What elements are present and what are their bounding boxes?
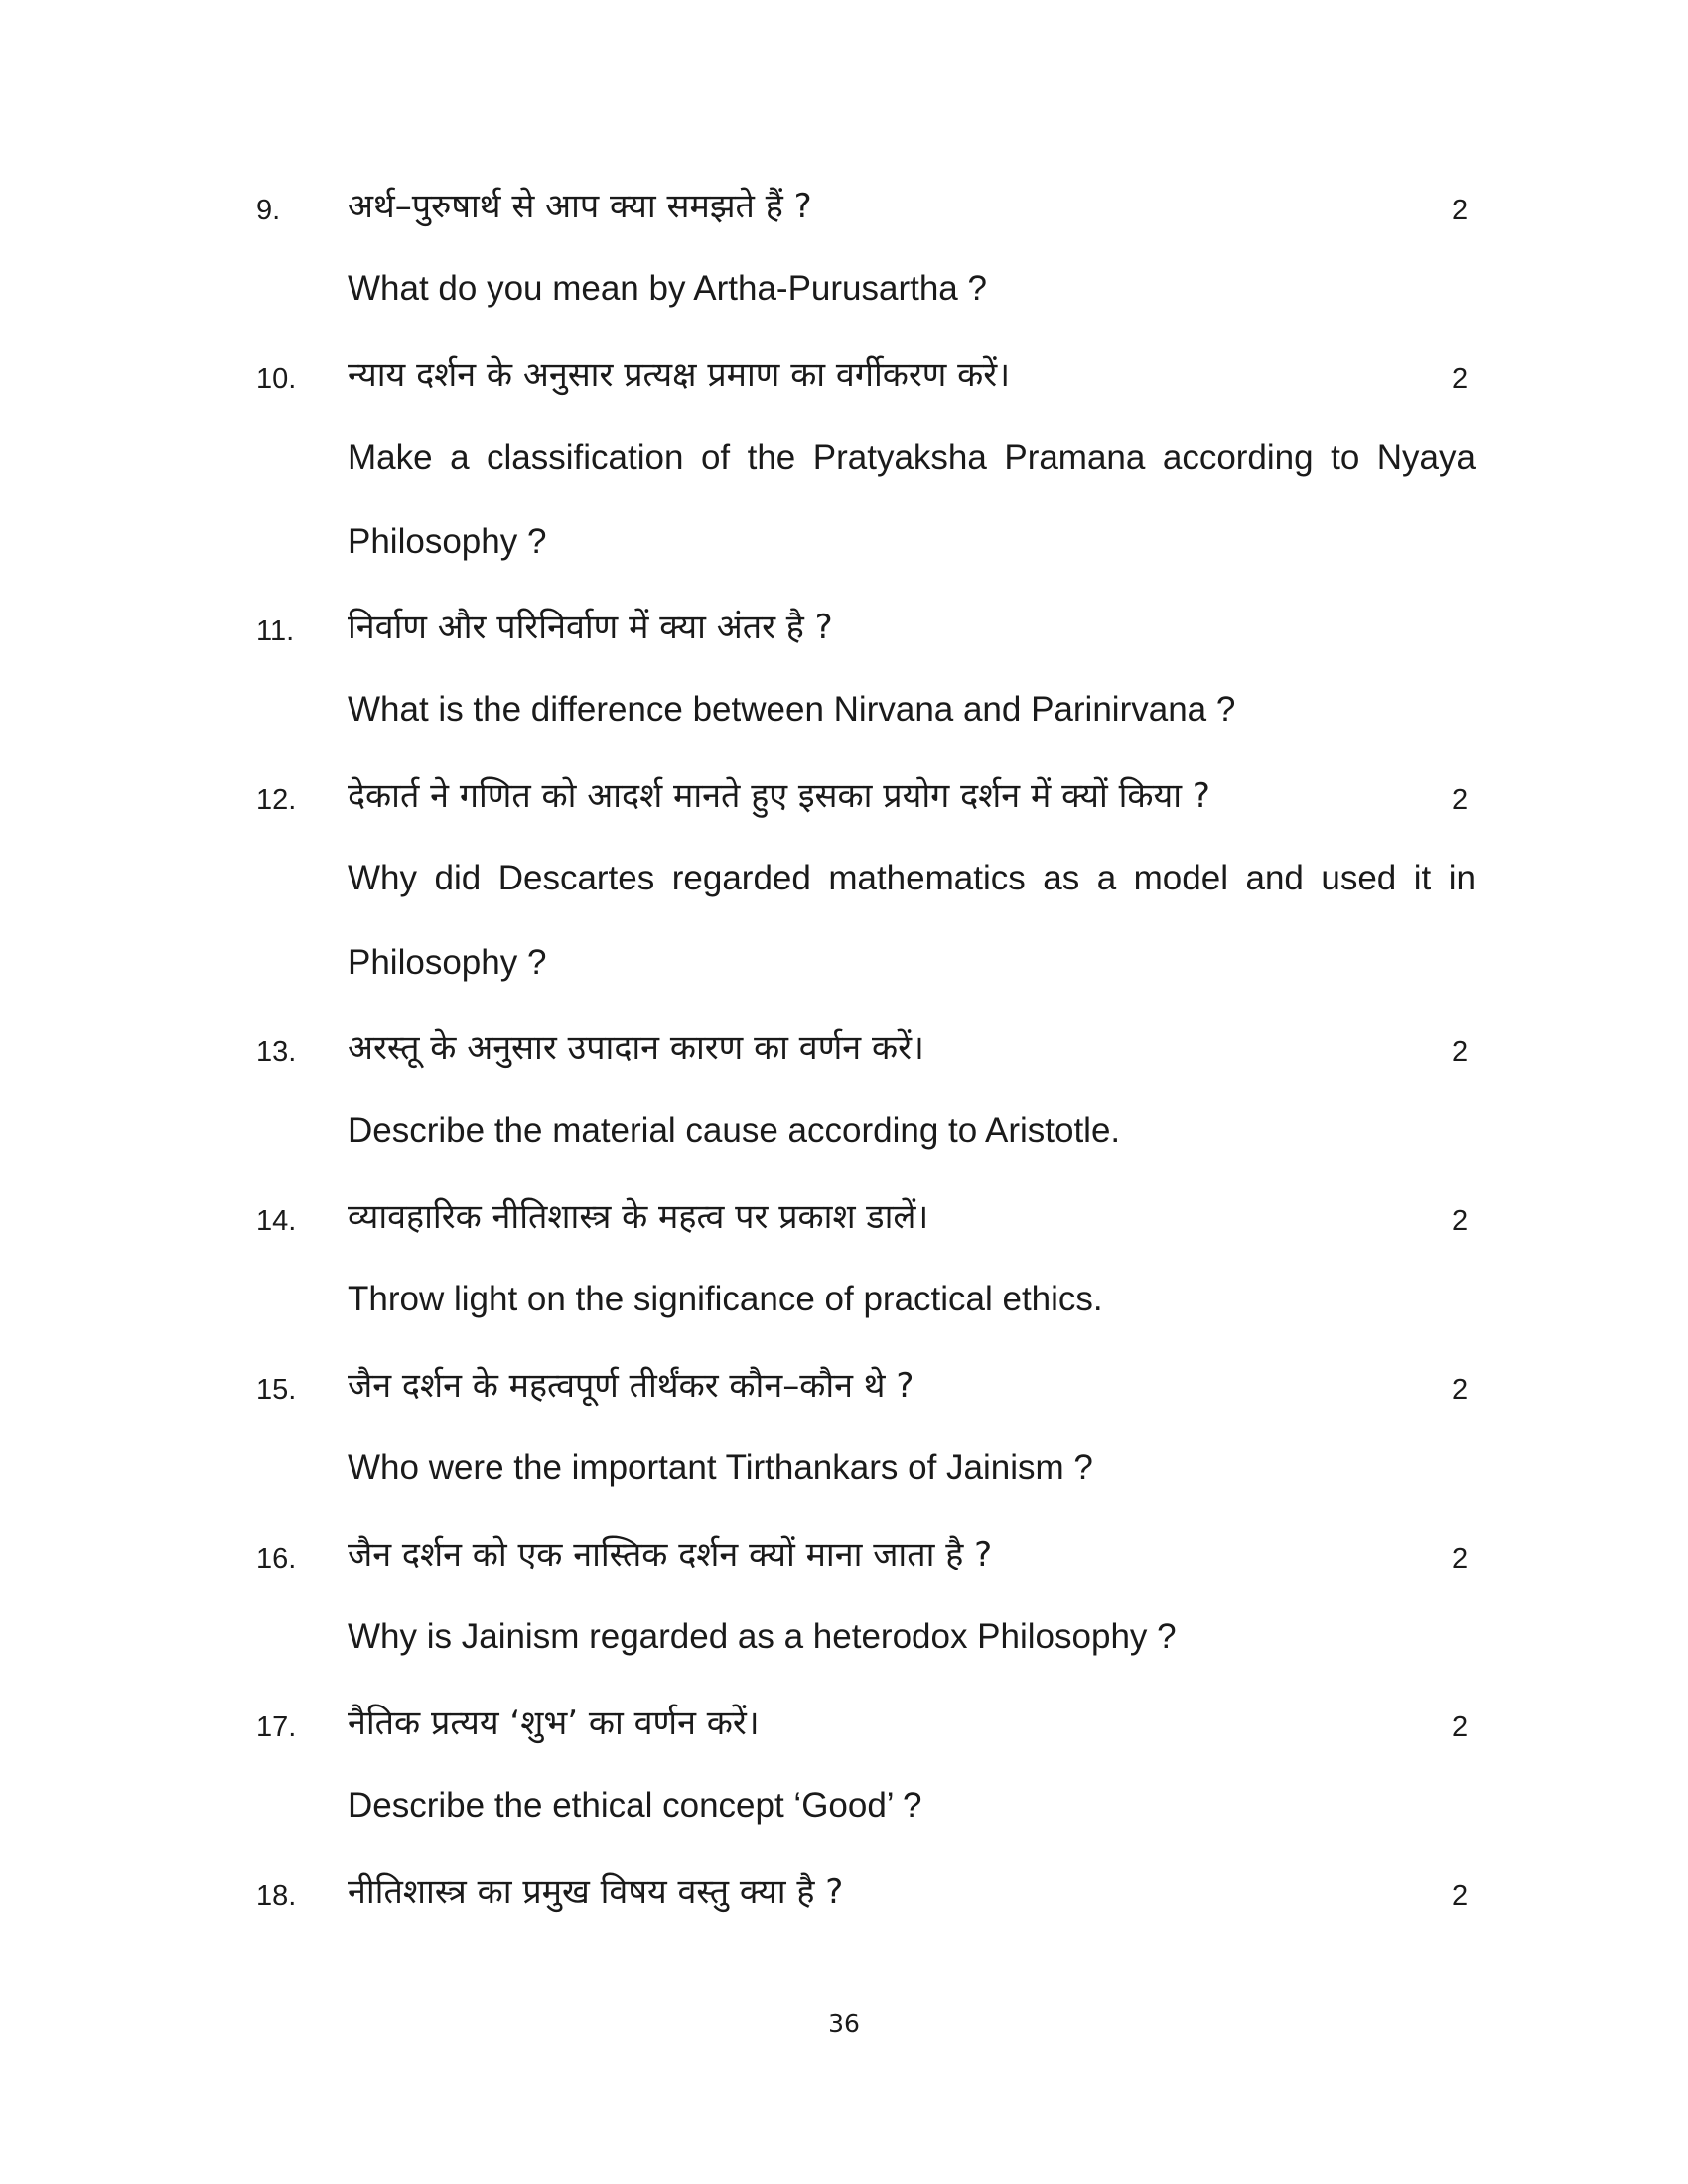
question-hindi-text: न्याय दर्शन के अनुसार प्रत्यक्ष प्रमाण का वर्गीकरण करें। [348, 355, 1011, 395]
question-number: 18. [256, 1880, 297, 1912]
question-number: 13. [256, 1036, 297, 1068]
question-hindi-text: अर्थ–पुरुषार्थ से आप क्या समझते हैं ? [348, 187, 812, 226]
question-hindi-text: जैन दर्शन के महत्वपूर्ण तीर्थंकर कौन–कौन थे ? [348, 1366, 914, 1406]
question-marks: 2 [1452, 195, 1469, 226]
question-english-text: Why is Jainism regarded as a heterodox Philosophy ? [348, 1617, 1177, 1656]
question-english-text: Who were the important Tirthankars of Jainism ? [348, 1448, 1093, 1487]
question-marks: 2 [1452, 1374, 1469, 1406]
question-marks: 2 [1452, 363, 1469, 395]
question-hindi-text: व्यावहारिक नीतिशास्त्र के महत्व पर प्रकाश डालें। [348, 1197, 929, 1237]
question-hindi-text: निर्वाण और परिनिर्वाण में क्या अंतर है ? [348, 608, 833, 647]
question-number: 12. [256, 784, 297, 816]
question-number: 9. [256, 195, 281, 226]
question-english-text: What do you mean by Artha-Purusartha ? [348, 269, 987, 308]
question-english-text: Make a classification of the Pratyaksha Pramana according to Nyaya Philosophy ? [348, 438, 1476, 561]
page-number: 36 [828, 2009, 860, 2038]
question-number: 16. [256, 1543, 297, 1574]
question-hindi-text: नीतिशास्त्र का प्रमुख विषय वस्तु क्या है ? [348, 1872, 844, 1912]
question-english-text: Why did Descartes regarded mathematics as a model and used it in Philosophy ? [348, 859, 1476, 982]
question-hindi-text: नैतिक प्रत्यय ‘शुभ’ का वर्णन करें। [348, 1704, 760, 1743]
question-number: 17. [256, 1711, 297, 1743]
question-marks: 2 [1452, 1036, 1469, 1068]
question-number: 10. [256, 363, 297, 395]
question-english-text: Describe the ethical concept ‘Good’ ? [348, 1786, 922, 1825]
question-number: 11. [256, 615, 295, 647]
question-hindi-text: जैन दर्शन को एक नास्तिक दर्शन क्यों माना जाता है ? [348, 1535, 993, 1574]
question-marks: 2 [1452, 1543, 1469, 1574]
question-hindi-text: अरस्तू के अनुसार उपादान कारण का वर्णन करें। [348, 1028, 924, 1068]
question-marks: 2 [1452, 1205, 1469, 1237]
question-hindi-text: देकार्त ने गणित को आदर्श मानते हुए इसका प्रयोग दर्शन में क्यों किया ? [348, 776, 1210, 816]
question-marks: 2 [1452, 1711, 1469, 1743]
question-english-text: Describe the material cause according to Aristotle. [348, 1111, 1121, 1150]
question-number: 14. [256, 1205, 297, 1237]
question-marks: 2 [1452, 784, 1469, 816]
question-english-text: Throw light on the significance of practical ethics. [348, 1280, 1103, 1318]
question-english-text: What is the difference between Nirvana and Parinirvana ? [348, 690, 1236, 729]
question-number: 15. [256, 1374, 297, 1406]
question-marks: 2 [1452, 1880, 1469, 1912]
